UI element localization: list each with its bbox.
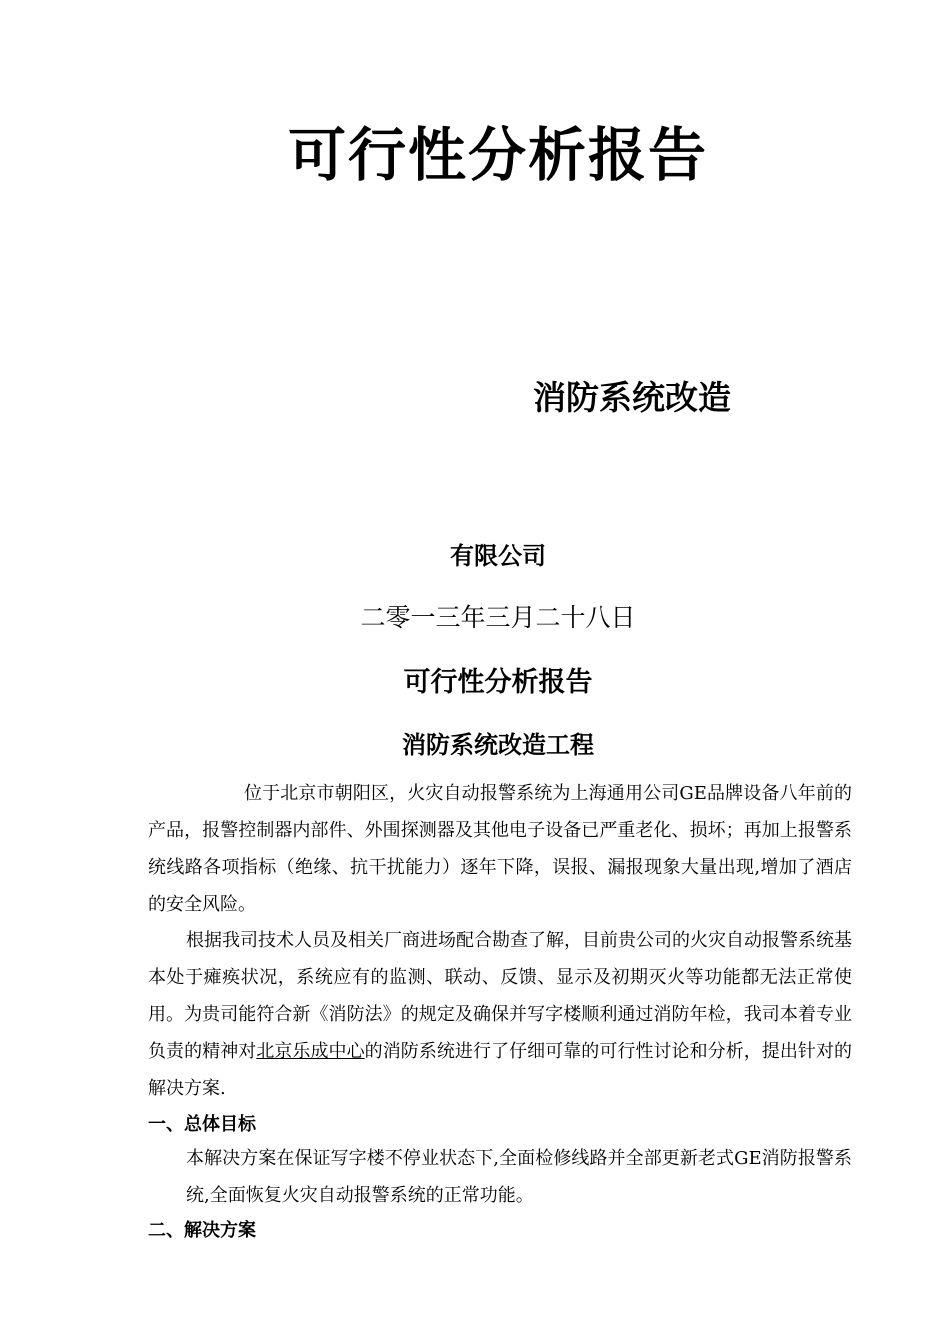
section-heading-solution: 二、解决方案 — [148, 1220, 256, 1241]
report-subtitle: 可行性分析报告 — [403, 667, 593, 698]
report-date: 二零一三年三月二十八日 — [360, 603, 636, 632]
project-subtitle: 消防系统改造工程 — [402, 731, 594, 759]
analysis-text-start: 根据我司技术人员及相关厂商进场配合勘查了解，目前贵公司的火灾自动报警系统基本处于瘫痪状况，系统应有的监测、联动、反馈、显示及初期灭火等功能都无法正常使用。为贵司能符合新《消防法》的规定及确保并写字楼顺利通过消防年检，我司本着专业负责的精神对 — [148, 930, 852, 1062]
project-title: 消防系统改造 — [533, 378, 731, 417]
analysis-paragraph — [148, 922, 852, 1107]
client-name-link[interactable]: 北京乐成中心 — [256, 1041, 365, 1062]
main-title: 可行性分析报告 — [287, 121, 708, 189]
company-name: 有限公司 — [450, 542, 546, 570]
goals-paragraph: 本解决方案在保证写字楼不停业状态下,全面检修线路并全部更新老式GE消防报警系统,全面恢复火灾自动报警系统的正常功能。 — [186, 1148, 852, 1206]
section-heading-goals: 一、总体目标 — [148, 1114, 256, 1135]
analysis-text-end: 的消防系统进行了仔细可靠的可行性讨论和分析，提出针对的解决方案. — [148, 1041, 853, 1099]
intro-paragraph: 位于北京市朝阳区，火灾自动报警系统为上海通用公司GE品牌设备八年前的产品，报警控制器内部件、外围探测器及其他电子设备已严重老化、损坏；再加上报警系统线路各项指标（绝缘、抗干扰能力）逐年下降，误报、漏报现象大量出现,增加了酒店的安全风险。 — [148, 783, 852, 915]
